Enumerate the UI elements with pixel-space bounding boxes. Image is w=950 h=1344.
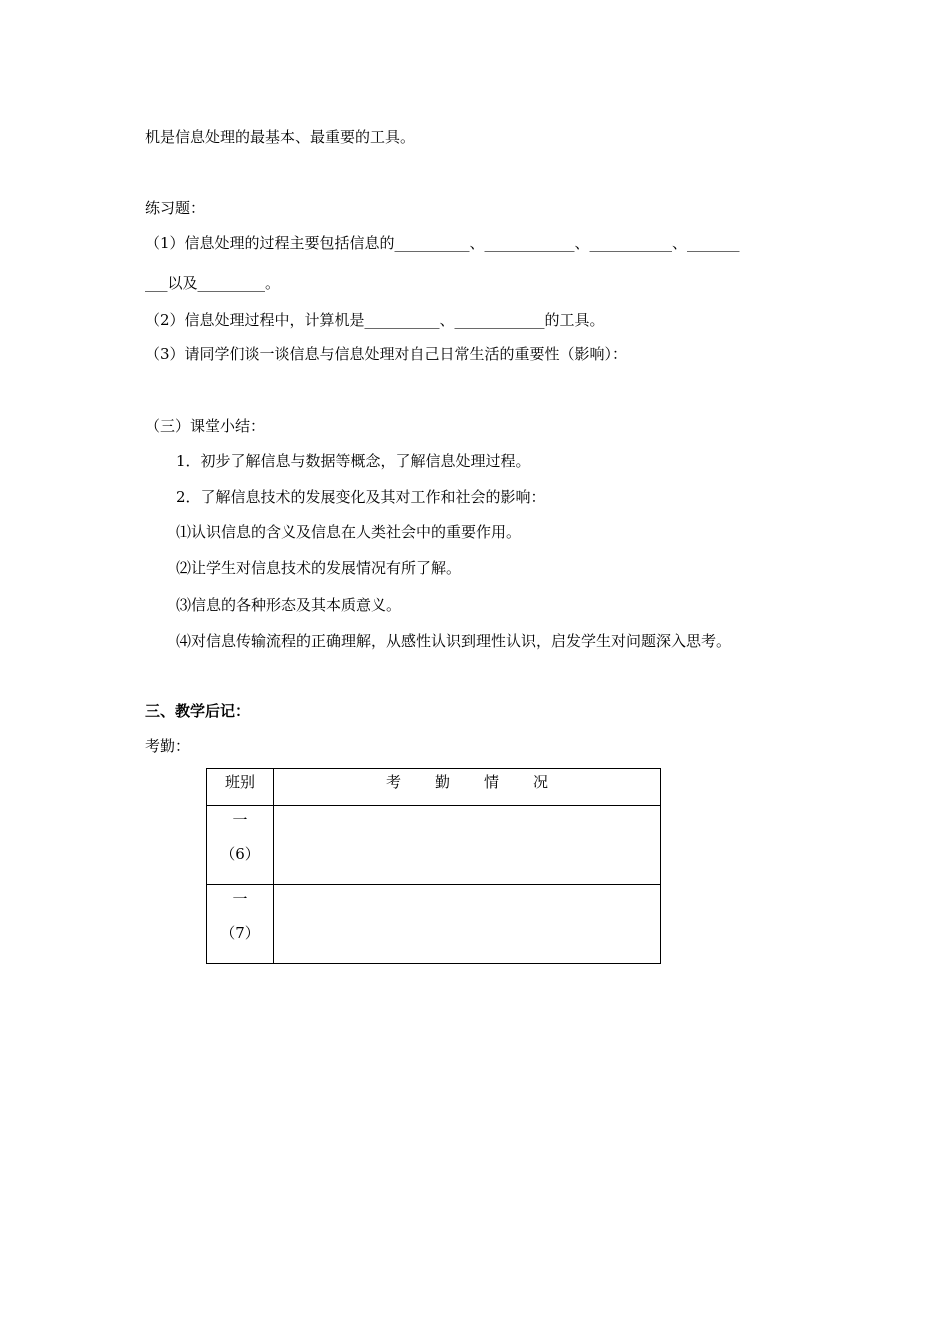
summary-heading: （三）课堂小结： <box>145 417 266 435</box>
class-cell <box>207 806 274 885</box>
exercise-q1-line1: （1）信息处理的过程主要包括信息的__________、____________、___________、_______ <box>145 234 740 252</box>
header-status-cell <box>274 769 661 806</box>
class-number: （6） <box>220 845 260 863</box>
status-cell[interactable] <box>274 885 661 964</box>
header-class-label: 班别 <box>224 773 255 791</box>
header-class-cell <box>207 769 274 806</box>
summary-item-1: 1．初步了解信息与数据等概念，了解信息处理过程。 <box>176 452 531 470</box>
table-row <box>207 806 661 885</box>
summary-sub-1: ⑴认识信息的含义及信息在人类社会中的重要作用。 <box>176 523 522 541</box>
intro-line: 机是信息处理的最基本、最重要的工具。 <box>145 128 416 146</box>
class-cell <box>207 885 274 964</box>
status-cell[interactable] <box>274 806 661 885</box>
class-grade: 一 <box>232 811 248 829</box>
attendance-label: 考勤： <box>145 737 191 755</box>
summary-sub-3: ⑶信息的各种形态及其本质意义。 <box>176 596 402 614</box>
exercise-q2: （2）信息处理过程中，计算机是__________、____________的工具。 <box>145 311 605 329</box>
exercises-heading: 练习题： <box>145 199 206 217</box>
attendance-header-row <box>207 769 661 806</box>
class-grade: 一 <box>232 890 248 908</box>
summary-sub-2: ⑵让学生对信息技术的发展情况有所了解。 <box>176 559 462 577</box>
afterword-heading: 三、教学后记： <box>145 702 251 720</box>
header-status-label: 考勤情况 <box>385 773 582 791</box>
summary-item-2: 2．了解信息技术的发展变化及其对工作和社会的影响： <box>176 488 546 506</box>
attendance-table <box>206 768 661 964</box>
exercise-q3: （3）请同学们谈一谈信息与信息处理对自己日常生活的重要性（影响）： <box>145 345 628 363</box>
class-number: （7） <box>220 924 260 942</box>
summary-sub-4: ⑷对信息传输流程的正确理解，从感性认识到理性认识，启发学生对问题深入思考。 <box>176 632 732 650</box>
exercise-q1-line2: ___以及_________。 <box>145 274 281 292</box>
table-row <box>207 885 661 964</box>
